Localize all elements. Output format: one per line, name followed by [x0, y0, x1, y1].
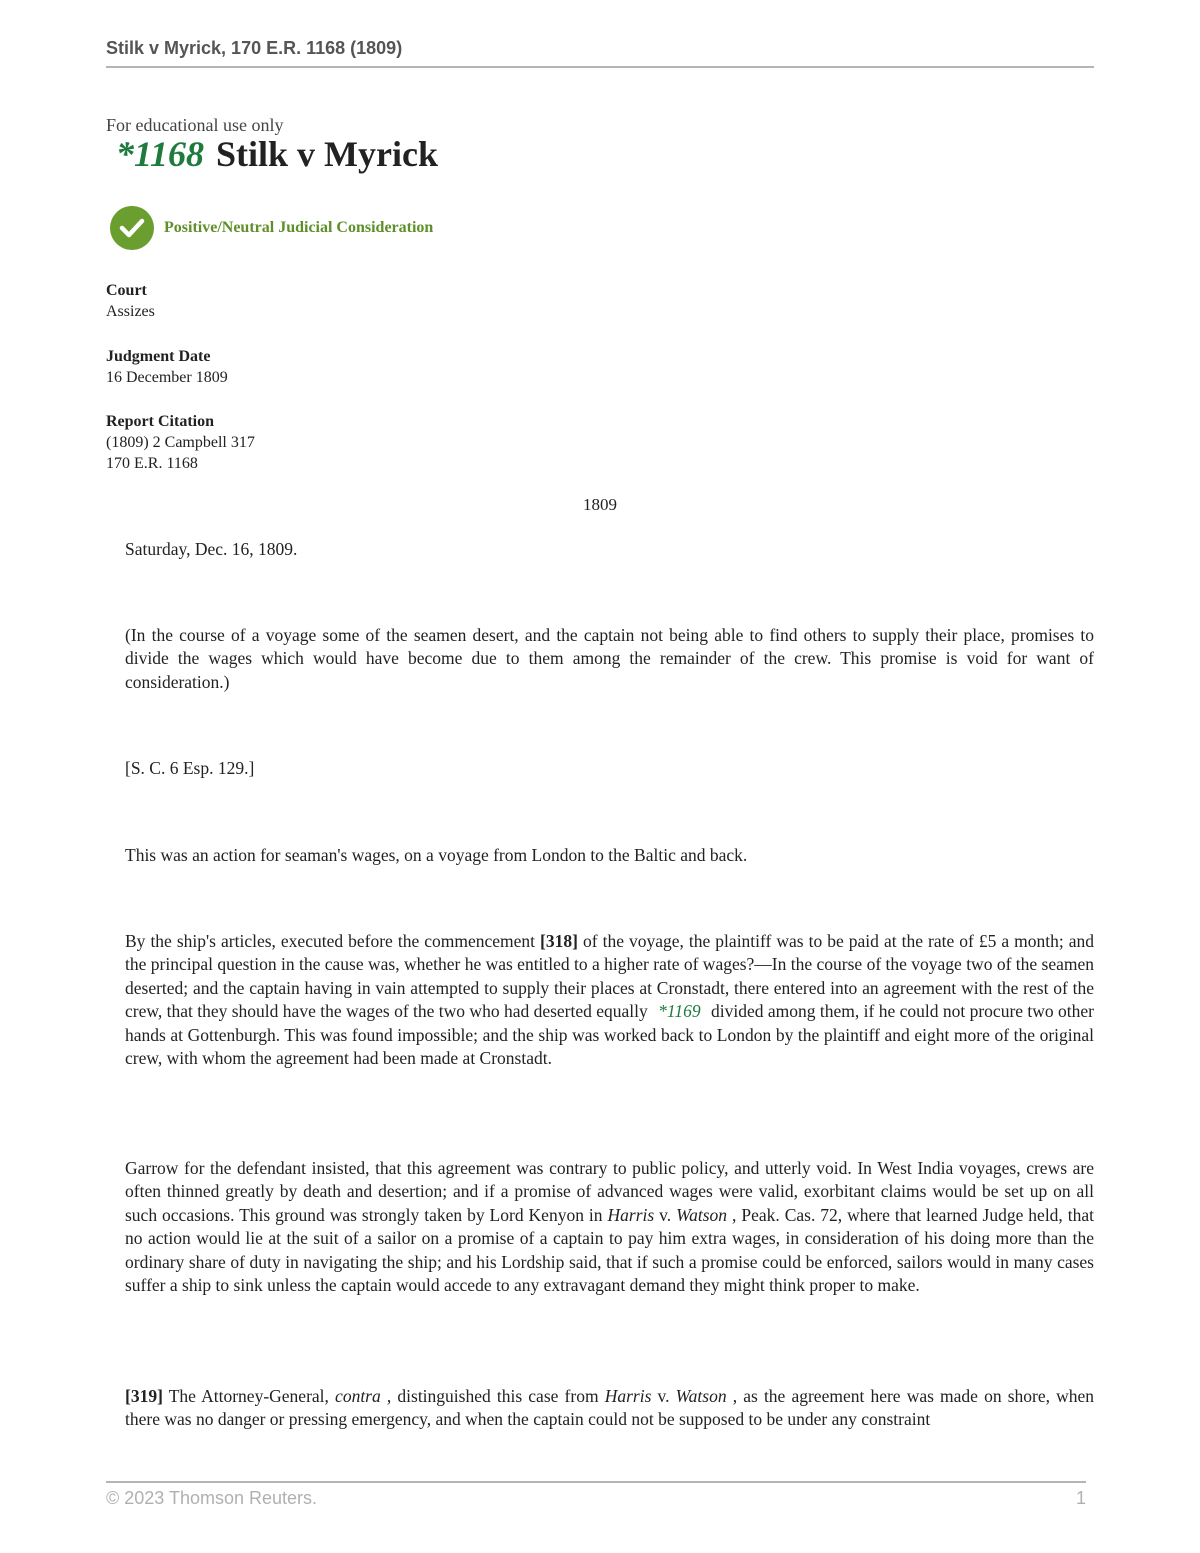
- text-segment: v.: [657, 1386, 670, 1406]
- page-marker-319[interactable]: [319]: [125, 1386, 163, 1406]
- judgment-date-label: Judgment Date: [106, 348, 211, 365]
- text-segment: By the ship's articles, executed before the commencement: [125, 931, 536, 951]
- copyright-notice: © 2023 Thomson Reuters.: [106, 1488, 318, 1508]
- case-reference-party: Harris: [607, 1204, 655, 1225]
- text-segment: The Attorney-General,: [168, 1386, 329, 1406]
- text-segment: Garrow for the defendant insisted, that this agreement was contrary to public policy, and utterly void. In West India voyages, crews are often thinned greatly by death and desertion; and if a promise of advanced wages were valid, exorbitant claims would be set up on all such occasions. This ground was strongly taken by Lord Kenyon in: [125, 1158, 1094, 1225]
- page-title: [116, 133, 438, 175]
- paragraph-action: This was an action for seaman's wages, on a voyage from London to the Baltic and back.: [125, 845, 748, 865]
- paragraph-garrow: [125, 1157, 1094, 1297]
- case-reference-party: Watson: [676, 1204, 728, 1225]
- judgment-date-value: 16 December 1809: [106, 369, 228, 386]
- paragraph-reference: [S. C. 6 Esp. 129.]: [125, 758, 255, 778]
- page-marker-318[interactable]: [318]: [540, 931, 578, 951]
- report-citation-1: (1809) 2 Campbell 317: [106, 434, 255, 451]
- text-segment: divided among them, if he could not procure two other hands at Gottenburgh. This was found impossible; and the ship was worked back to London by the plaintiff and eight more of the original crew, with whom the agreement had been made at Cronstadt.: [125, 1001, 1095, 1069]
- judgment-date-block: [106, 346, 228, 388]
- case-reference-party: Watson: [675, 1386, 727, 1406]
- text-segment: , as the agreement here was made on shore, when there was no danger or pressing emergency, and when the captain could not be supposed to be under any constraint: [125, 1386, 1095, 1430]
- paragraph-attorney-general: [125, 1385, 1094, 1432]
- court-value: Assizes: [106, 303, 155, 320]
- check-circle-icon: [110, 206, 154, 250]
- star-page-marker: *1168: [116, 134, 205, 174]
- educational-notice: For educational use only: [106, 115, 284, 135]
- paragraph-date: Saturday, Dec. 16, 1809.: [125, 539, 298, 559]
- court-block: [106, 280, 155, 322]
- judgment-year: 1809: [583, 495, 617, 514]
- flag-label: Positive/Neutral Judicial Consideration: [164, 219, 434, 236]
- case-name: Stilk v Myrick: [216, 134, 439, 174]
- text-segment: v.: [659, 1204, 672, 1225]
- text-segment: , distinguished this case from: [386, 1386, 599, 1406]
- footer-divider: [106, 1481, 1086, 1483]
- page-number: 1: [1076, 1488, 1087, 1508]
- report-citation-label: Report Citation: [106, 413, 214, 430]
- header-divider: [106, 66, 1094, 68]
- text-segment: contra: [335, 1386, 381, 1406]
- star-page-marker-1169[interactable]: *1169: [658, 1001, 701, 1022]
- court-label: Court: [106, 282, 147, 299]
- text-segment: of the voyage, the plaintiff was to be paid at the rate of £5 a month; and the principal question in the cause was, whether he was entitled to a higher rate of wages?—In the course of the voyage two of the seamen deserted; and the captain having in vain attempted to supply their places at Cronstadt, there entered into an agreement with the rest of the crew, that they should have the wages of the two who had deserted equally: [125, 931, 1095, 1022]
- report-citation-block: [106, 411, 255, 474]
- paragraph-headnote: (In the course of a voyage some of the seamen desert, and the captain not being able to find others to supply their place, promises to divide the wages which would have become due to them among the remainder of the crew. This promise is void for want of consideration.): [125, 625, 1094, 692]
- paragraph-articles: [125, 930, 1094, 1070]
- judicial-consideration-flag[interactable]: [110, 205, 433, 251]
- running-title: Stilk v Myrick, 170 E.R. 1168 (1809): [106, 38, 403, 58]
- text-segment: , Peak. Cas. 72, where that learned Judge held, that no action would lie at the suit of a sailor on a promise of a captain to pay him extra wages, in consideration of his doing more than the ordinary share of duty in navigating the ship; and his Lordship said, that if such a promise could be enforced, sailors would in many cases suffer a ship to sink unless the captain would accede to any extravagant demand they might think proper to make.: [125, 1204, 1095, 1296]
- report-citation-2: 170 E.R. 1168: [106, 455, 198, 472]
- case-reference-party: Harris: [604, 1386, 652, 1406]
